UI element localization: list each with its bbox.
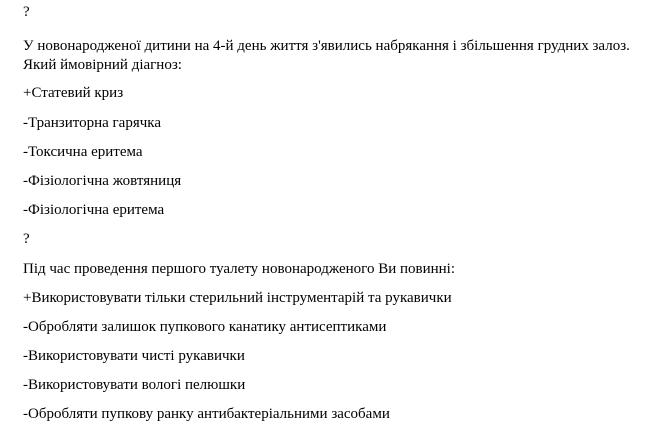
answer-option: -Токсична еритема: [23, 144, 143, 160]
answer-option: -Транзиторна гарячка: [23, 115, 161, 131]
question-text: Під час проведення першого туалету новонародженого Ви повинні:: [23, 261, 456, 277]
answer-option-correct: +Статевий криз: [23, 85, 124, 101]
answer-option: -Фізіологічна жовтяниця: [23, 173, 182, 189]
question-marker: ?: [23, 4, 30, 20]
answer-option: -Обробляти пупкову ранку антибактеріальними засобами: [23, 406, 390, 422]
answer-option-correct: +Використовувати тільки стерильний інструментарій та рукавички: [23, 290, 452, 306]
question-text: У новонародженої дитини на 4-й день життя з'явились набрякання і збільшення грудних залоз. Який ймовірний діагноз:: [23, 38, 630, 73]
answer-option: -Фізіологічна еритема: [23, 202, 165, 218]
answer-option: -Обробляти залишок пупкового канатику антисептиками: [23, 319, 387, 335]
answer-option: -Використовувати вологі пелюшки: [23, 377, 246, 393]
answer-option: -Використовувати чисті рукавички: [23, 348, 245, 364]
question-marker: ?: [23, 231, 30, 247]
